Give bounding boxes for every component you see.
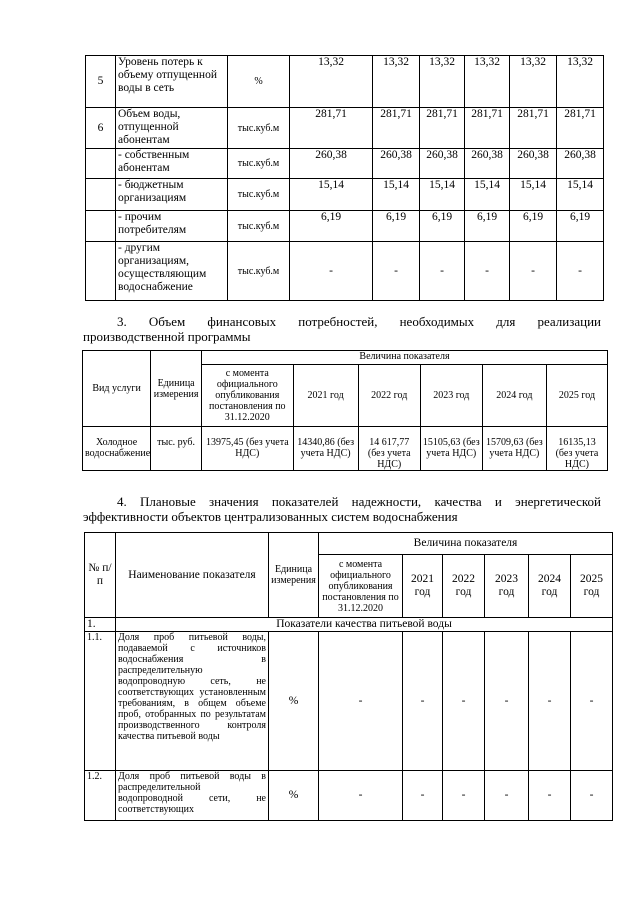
table-row [86, 149, 604, 179]
row-unit: тыс.куб.м [228, 242, 290, 301]
volumes-table [85, 55, 604, 301]
value-cell: 260,38 [290, 149, 373, 179]
value-cell: 6,19 [420, 211, 465, 242]
row-unit: % [269, 632, 319, 771]
header-service: Вид услуги [83, 351, 151, 427]
value-cell: - [510, 242, 557, 301]
value-cell: - [485, 632, 529, 771]
section-row [85, 618, 613, 632]
value-cell: 260,38 [557, 149, 604, 179]
row-number [86, 149, 116, 179]
service-unit: тыс. руб. [151, 427, 202, 471]
value-cell: 14340,86 (без учета НДС) [293, 427, 358, 471]
value-cell: 13,32 [465, 56, 510, 108]
value-cell: 6,19 [290, 211, 373, 242]
table-row [83, 427, 608, 471]
row-name: - прочим потребителям [116, 211, 228, 242]
value-cell: 15,14 [420, 179, 465, 211]
row-number [86, 179, 116, 211]
value-cell: 16135,13 (без учета НДС) [546, 427, 607, 471]
header-year: 2023 год [420, 365, 482, 427]
row-name: - собственным абонентам [116, 149, 228, 179]
value-cell: 260,38 [373, 149, 420, 179]
service-name: Холодное водоснабжение [83, 427, 151, 471]
row-number [86, 211, 116, 242]
value-cell: 15,14 [510, 179, 557, 211]
header-year: 2024 год [482, 365, 546, 427]
header-name: Наименование показателя [116, 533, 269, 618]
indicators-table [84, 532, 613, 821]
header-year: 2021 год [293, 365, 358, 427]
value-cell: 13,32 [557, 56, 604, 108]
value-cell: 281,71 [420, 108, 465, 149]
table-row [86, 211, 604, 242]
row-name: Объем воды, отпущенной абонентам [116, 108, 228, 149]
value-cell: 6,19 [510, 211, 557, 242]
value-cell: 281,71 [373, 108, 420, 149]
table-header-row [83, 351, 608, 365]
section-title: Показатели качества питьевой воды [116, 618, 613, 632]
value-cell: 13,32 [373, 56, 420, 108]
value-cell: 6,19 [465, 211, 510, 242]
value-cell: 13975,45 (без учета НДС) [202, 427, 294, 471]
value-cell: - [403, 632, 443, 771]
value-cell: - [319, 771, 403, 821]
table-row [85, 632, 613, 771]
header-year: 2021 год [403, 555, 443, 618]
section-4-line-2: эффективности объектов централизованных систем водоснабжения [83, 509, 458, 524]
row-unit: тыс.куб.м [228, 211, 290, 242]
row-name: Доля проб питьевой воды, подаваемой с источников водоснабжения в распределительную водопроводную сеть, не соответствующих установленным требованиям, в общем объеме проб, отобранных по результатам производственного контроля качества питьевой воды [116, 632, 269, 771]
row-name: Уровень потерь к объему отпущенной воды в сеть [116, 56, 228, 108]
value-cell: - [529, 771, 571, 821]
section-4-line-1: 4. Плановые значения показателей надежности, качества и энергетической [117, 494, 601, 509]
value-cell: - [557, 242, 604, 301]
header-year: 2022 год [443, 555, 485, 618]
row-unit: тыс.куб.м [228, 108, 290, 149]
value-cell: 15,14 [465, 179, 510, 211]
row-number: 1.1. [85, 632, 116, 771]
value-cell: 281,71 [465, 108, 510, 149]
financial-table [82, 350, 608, 471]
row-unit: тыс.куб.м [228, 149, 290, 179]
value-cell: - [403, 771, 443, 821]
value-cell: - [290, 242, 373, 301]
value-cell: 6,19 [373, 211, 420, 242]
row-number: 1.2. [85, 771, 116, 821]
value-cell: 15,14 [373, 179, 420, 211]
row-number: 6 [86, 108, 116, 149]
value-cell: 13,32 [420, 56, 465, 108]
value-cell: 260,38 [420, 149, 465, 179]
header-value-group: Величина показателя [202, 351, 608, 365]
value-cell: - [319, 632, 403, 771]
value-cell: 15709,63 (без учета НДС) [482, 427, 546, 471]
value-cell: - [529, 632, 571, 771]
row-name: - бюджетным организациям [116, 179, 228, 211]
header-unit: Единица измерения [151, 351, 202, 427]
section-3-line-1: 3. Объем финансовых потребностей, необходимых для реализации [117, 314, 601, 329]
header-year: 2025 год [571, 555, 613, 618]
value-cell: - [443, 632, 485, 771]
table-row [86, 242, 604, 301]
value-cell: - [571, 771, 613, 821]
value-cell: - [465, 242, 510, 301]
header-period: с момента официального опубликования постановления по 31.12.2020 [202, 365, 294, 427]
section-4-heading [83, 494, 601, 524]
table-row [86, 56, 604, 108]
row-unit: % [228, 56, 290, 108]
header-year: 2024 год [529, 555, 571, 618]
value-cell: 281,71 [510, 108, 557, 149]
table-row [85, 771, 613, 821]
value-cell: 260,38 [510, 149, 557, 179]
header-year: 2022 год [358, 365, 420, 427]
row-unit: % [269, 771, 319, 821]
value-cell: 15,14 [557, 179, 604, 211]
value-cell: 281,71 [290, 108, 373, 149]
header-period: с момента официального опубликования постановления по 31.12.2020 [319, 555, 403, 618]
value-cell: 14 617,77 (без учета НДС) [358, 427, 420, 471]
header-year: 2023 год [485, 555, 529, 618]
value-cell: 260,38 [465, 149, 510, 179]
value-cell: 15,14 [290, 179, 373, 211]
header-unit: Единица измерения [269, 533, 319, 618]
section-3-heading [83, 314, 601, 344]
value-cell: - [420, 242, 465, 301]
value-cell: 15105,63 (без учета НДС) [420, 427, 482, 471]
row-number [86, 242, 116, 301]
value-cell: - [571, 632, 613, 771]
header-value-group: Величина показателя [319, 533, 613, 555]
row-number: 5 [86, 56, 116, 108]
table-header-row [85, 533, 613, 555]
value-cell: 13,32 [510, 56, 557, 108]
row-name: - другим организациям, осуществляющим водоснабжение [116, 242, 228, 301]
header-number: № п/п [85, 533, 116, 618]
value-cell: 6,19 [557, 211, 604, 242]
row-unit: тыс.куб.м [228, 179, 290, 211]
value-cell: - [485, 771, 529, 821]
value-cell: 13,32 [290, 56, 373, 108]
table-row [86, 179, 604, 211]
section-3-line-2: производственной программы [83, 329, 251, 344]
row-name: Доля проб питьевой воды в распределительной водопроводной сети, не соответствующих [116, 771, 269, 821]
value-cell: - [443, 771, 485, 821]
table-row [86, 108, 604, 149]
value-cell: - [373, 242, 420, 301]
header-year: 2025 год [546, 365, 607, 427]
section-number: 1. [85, 618, 116, 632]
value-cell: 281,71 [557, 108, 604, 149]
